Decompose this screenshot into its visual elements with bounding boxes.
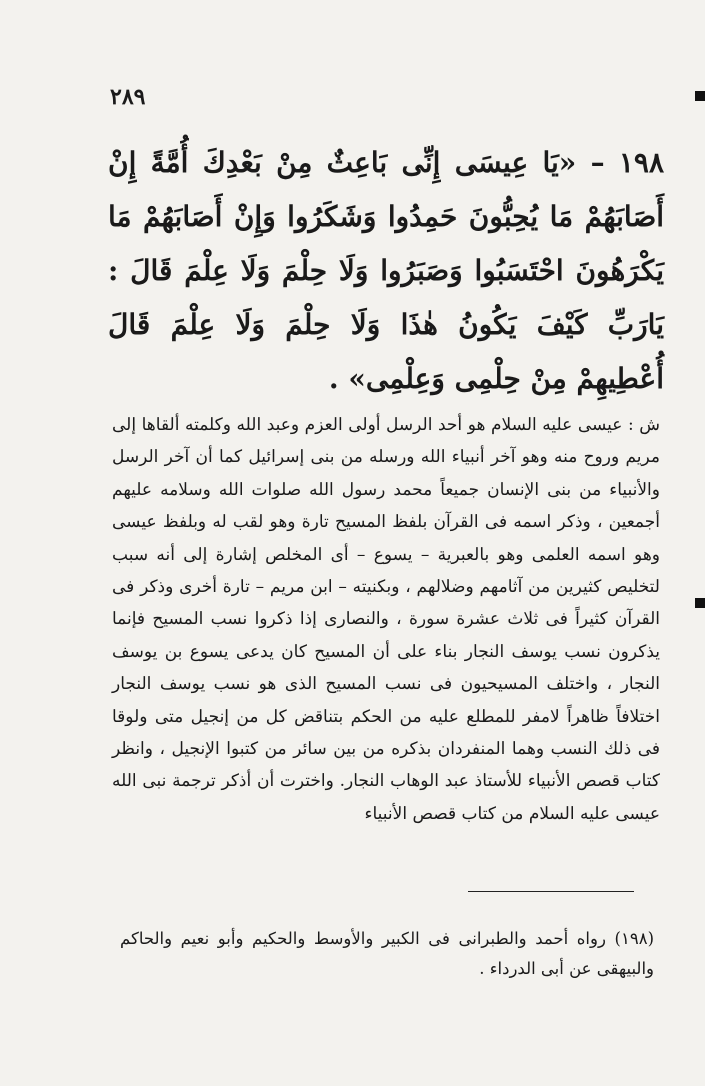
commentary-text: ش : عيسى عليه السلام هو أحد الرسل أولى العزم وعبد الله وكلمته ألقاها إلى مريم وروح منه وهو آخر أنبياء الله ورسله من بنى إسرائيل كما أن آخر الرسل والأنبياء من بنى الإنسان جميعاً محمد رسول الله صلوات الله وسلامه عليهم أجمعين ، وذكر اسمه فى القرآن بلفظ المسيح تارة وهو لقب له وبلفظ عيسى وهو اسمه العلمى وهو بالعبرية – يسوع – أى المخلص إشارة إلى أنه سبب لتخليص كثيرين من آثامهم وضلالهم ، وبكنيته – ابن مريم – تارة أخرى وذكر فى القرآن كثيراً فى ثلاث عشرة سورة ، والنصارى إذا ذكروا نسب المسيح فإنما يذكرون نسب يوسف النجار بناء على أن المسيح كان يدعى يسوع بن يوسف النجار ، واختلف المسيحيون فى نسب المسيح الذى هو نسب يوسف النجار اختلافاً ظاهراً لامفر للمطلع عليه من الحكم بتناقض كل من إنجيل متى ولوقا فى ذلك النسب وهما المنفردان بذكره من بين سائر من كتبوا الإنجيل ، وانظر كتاب قصص الأنبياء للأستاذ عبد الوهاب النجار. واخترت أن أذكر ترجمة نبى الله عيسى عليه السلام من كتاب قصص الأنبياء: [112, 415, 660, 824]
page-number: ٢٨٩: [110, 84, 146, 110]
margin-mark-bottom: [695, 598, 705, 608]
footnote-separator: [468, 891, 634, 892]
margin-mark-top: [695, 91, 705, 101]
footnote-text: (١٩٨) رواه أحمد والطبرانى فى الكبير والأوسط والحكيم وأبو نعيم والحاكم والبيهقى عن أبى الدرداء .: [120, 929, 654, 978]
hadith-text: ١٩٨ – «يَا عِيسَى إِنِّى بَاعِثٌ مِنْ بَعْدِكَ أُمَّةً إِنْ أَصَابَهُمْ مَا يُحِبُّونَ حَمِدُوا وَشَكَرُوا وَإِنْ أَصَابَهُمْ مَا يَكْرَهُونَ احْتَسَبُوا وَصَبَرُوا وَلَا حِلْمَ وَلَا عِلْمَ قَالَ : يَارَبِّ كَيْفَ يَكُونُ هٰذَا وَلَا حِلْمَ وَلَا عِلْمَ قَالَ أُعْطِيهِمْ مِنْ حِلْمِى وَعِلْمِى» .: [108, 146, 664, 395]
